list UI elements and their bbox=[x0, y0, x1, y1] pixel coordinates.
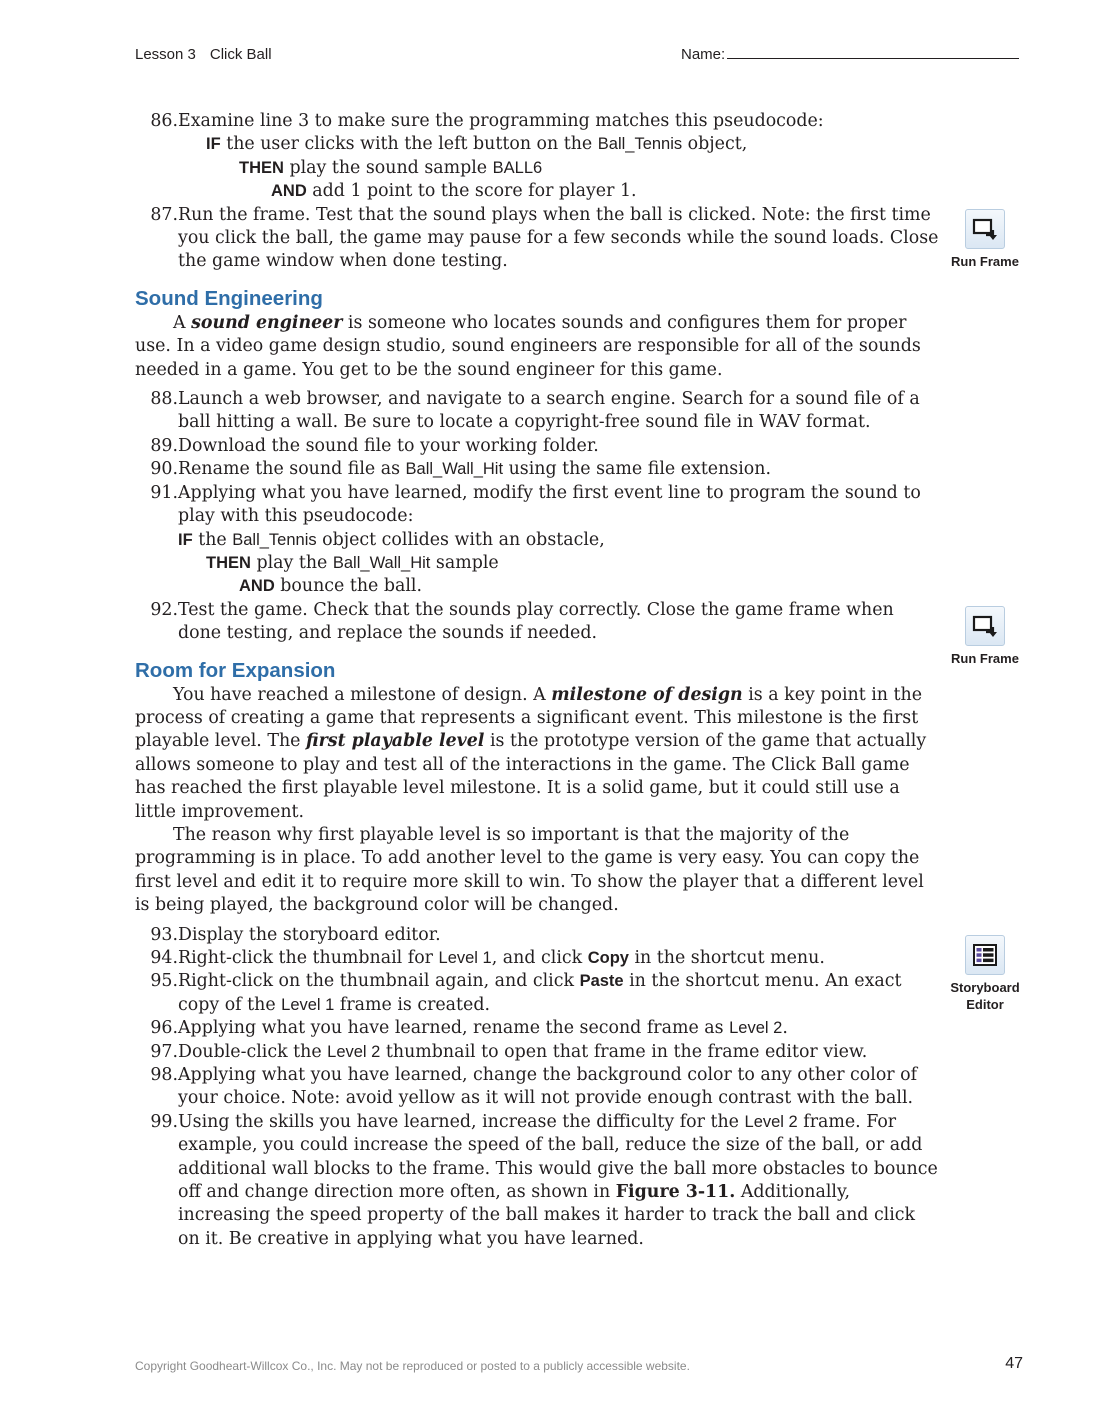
key-term: milestone of design bbox=[551, 684, 743, 705]
step-88 bbox=[135, 388, 940, 435]
pseudocode-line: THEN play the Ball_Wall_Hit sample bbox=[206, 552, 499, 573]
step-89 bbox=[135, 435, 940, 458]
step-text: Using the skills you have learned, increase the difficulty for the Level 2 frame. For example, you could increase the speed of the ball, reduce the size of the ball, or add additional wall blocks to the frame. This would give the ball more obstacles to bounce off and change direction more often, as shown in Figure 3-11. Additionally, increasing the speed property of the ball makes it harder to track the ball and click on it. Be creative in applying what you have learned. bbox=[178, 1111, 938, 1249]
step-number: 91. bbox=[150, 482, 178, 503]
step-text: Applying what you have learned, modify the first event line to program the sound to play with this pseudocode: bbox=[178, 482, 921, 527]
step-number: 86. bbox=[150, 111, 178, 131]
pseudocode-line: IF the Ball_Tennis object collides with an obstacle, bbox=[178, 529, 605, 550]
key-term: sound engineer bbox=[191, 312, 343, 333]
step-text: Applying what you have learned, rename the second frame as Level 2. bbox=[178, 1018, 788, 1039]
step-99 bbox=[135, 1111, 940, 1251]
copyright-footer: Copyright Goodheart-Willcox Co., Inc. May not be reproduced or posted to a publicly accessible website. bbox=[135, 1359, 690, 1373]
step-number: 95. bbox=[150, 971, 178, 992]
step-92 bbox=[135, 599, 940, 646]
name-blank-line bbox=[727, 46, 1019, 59]
step-number: 89. bbox=[150, 435, 178, 456]
step-number: 87. bbox=[150, 204, 178, 225]
lesson-label: Lesson 3 bbox=[135, 46, 196, 63]
step-text: Rename the sound file as Ball_Wall_Hit using the same file extension. bbox=[178, 459, 771, 480]
name-field bbox=[681, 46, 1019, 63]
step-97 bbox=[135, 1041, 940, 1064]
run-frame-callout-1 bbox=[940, 209, 1030, 270]
step-text: Launch a web browser, and navigate to a search engine. Search for a sound file of a ball hitting a wall. Be sure to locate a copyright-free sound file in WAV format. bbox=[178, 389, 920, 433]
run-frame-icon bbox=[965, 606, 1005, 646]
run-frame-label: Run Frame bbox=[951, 651, 1019, 666]
pseudocode-line: AND add 1 point to the score for player 1. bbox=[271, 181, 637, 202]
step-number: 88. bbox=[150, 389, 178, 410]
key-term: first playable level bbox=[305, 731, 485, 752]
step-text: Test the game. Check that the sounds play correctly. Close the game frame when done testing, and replace the sounds if needed. bbox=[178, 599, 894, 644]
step-87 bbox=[135, 204, 940, 274]
step-96 bbox=[135, 1017, 940, 1040]
storyboard-editor-callout bbox=[940, 935, 1030, 1013]
step-text: Download the sound file to your working folder. bbox=[178, 435, 599, 456]
step-text: Right-click the thumbnail for Level 1, and click Copy in the shortcut menu. bbox=[178, 948, 825, 968]
step-text: Applying what you have learned, change the background color to any other color of your choice. Note: avoid yellow as it will not provide enough contrast with the ball. bbox=[178, 1065, 918, 1109]
step-number: 90. bbox=[150, 459, 178, 480]
pseudocode-line: IF the user clicks with the left button on the Ball_Tennis object, bbox=[206, 134, 748, 155]
name-label: Name: bbox=[681, 46, 726, 63]
step-number: 99. bbox=[150, 1111, 178, 1132]
pseudocode-line: THEN play the sound sample BALL6 bbox=[239, 157, 543, 178]
paragraph: The reason why first playable level is so important is that the majority of the programming is in place. To add another level to the game is very easy. You can copy the first level and edit it to require more skill to win. To show the player that a different level is being played, the background color will be changed. bbox=[135, 824, 924, 916]
storyboard-label-line-1: Storyboard bbox=[950, 980, 1020, 995]
storyboard-label-line-2: Editor bbox=[966, 997, 1004, 1012]
run-frame-label: Run Frame bbox=[951, 254, 1019, 269]
storyboard-editor-icon bbox=[965, 935, 1005, 975]
running-header bbox=[135, 46, 272, 63]
run-frame-callout-2 bbox=[940, 606, 1030, 667]
run-frame-icon bbox=[965, 209, 1005, 249]
step-number: 96. bbox=[150, 1018, 178, 1039]
pseudocode-line: AND bounce the ball. bbox=[239, 576, 423, 597]
paragraph: You have reached a milestone of design. A milestone of design is a key point in the process of creating a game that represents a significant event. This milestone is the first playable level. The first playable level is the prototype version of the game that actually allows someone to play and test all of the interactions in the game. The Click Ball game has reached the first playable level milestone. It is a solid game, but it could still use a little improvement. bbox=[135, 684, 927, 822]
step-number: 93. bbox=[150, 924, 178, 945]
step-text: Examine line 3 to make sure the programming matches this pseudocode: bbox=[178, 111, 824, 131]
section-heading: Sound Engineering bbox=[135, 286, 323, 310]
figure-reference: Figure 3-11. bbox=[615, 1182, 736, 1203]
section-heading: Room for Expansion bbox=[135, 658, 336, 682]
lesson-title: Click Ball bbox=[209, 46, 272, 63]
step-text: Double-click the Level 2 thumbnail to open that frame in the frame editor view. bbox=[178, 1041, 868, 1062]
step-number: 92. bbox=[150, 599, 178, 620]
paragraph: A sound engineer is someone who locates sounds and configures them for proper use. In a video game design studio, sound engineers are responsible for all of the sounds needed in a game. You get to be the sound engineer for this game. bbox=[135, 312, 921, 380]
step-text: Run the frame. Test that the sound plays when the ball is clicked. Note: the first time you click the ball, the game may pause for a few seconds while the sound loads. Close the game window when done testing. bbox=[178, 204, 939, 272]
page-number: 47 bbox=[1005, 1355, 1023, 1372]
step-number: 94. bbox=[150, 948, 178, 968]
step-95 bbox=[135, 970, 940, 1017]
step-text: Display the storyboard editor. bbox=[178, 924, 441, 945]
step-98 bbox=[135, 1064, 940, 1111]
step-90 bbox=[135, 458, 940, 481]
main-content bbox=[135, 110, 940, 1251]
step-91 bbox=[135, 482, 940, 529]
step-86 bbox=[135, 110, 940, 133]
step-number: 97. bbox=[150, 1041, 178, 1062]
step-text: Right-click on the thumbnail again, and click Paste in the shortcut menu. An exact copy of the Level 1 frame is created. bbox=[178, 971, 902, 1015]
step-number: 98. bbox=[150, 1065, 178, 1086]
step-94 bbox=[135, 947, 940, 970]
step-93 bbox=[135, 924, 940, 947]
